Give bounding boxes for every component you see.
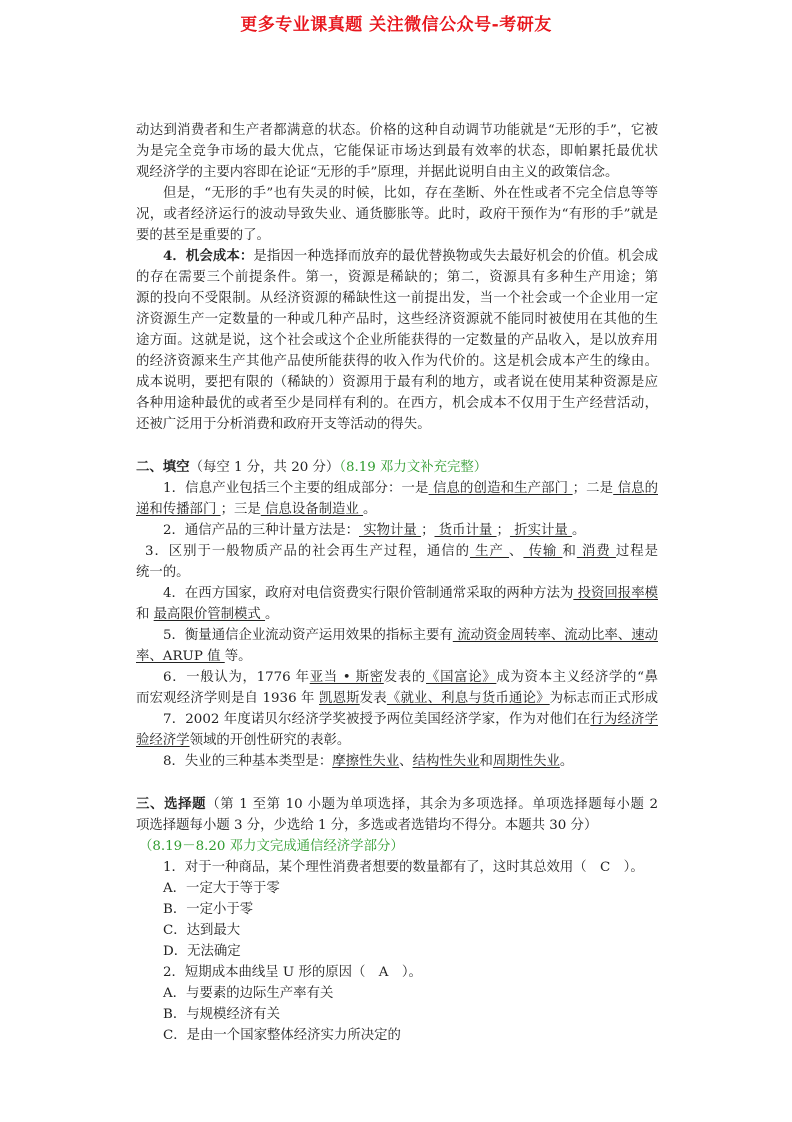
filled-answer: 递和传播部门 [136, 502, 221, 517]
editor-note: （8.19－8.20 邓力文完成通信经济学部分） [139, 839, 404, 854]
text-segment: 7．2002 年度诺贝尔经济学奖被授予两位美国经济学家，作为对他们在 [163, 712, 591, 727]
text-segment: 和 [136, 607, 154, 622]
filled-answer: 验经济学 [136, 733, 190, 748]
text-line [136, 372, 658, 393]
text-segment: 的存在需要三个前提条件。第一，资源是稀缺的；第二，资源具有多种生产用途；第 [136, 270, 658, 285]
filled-answer: 《就业、利息与货币通论》 [386, 691, 550, 706]
filled-answer: 传输 [523, 544, 563, 559]
text-segment: 2．通信产品的三种计量方法是： [163, 523, 359, 538]
filled-answer: 凯恩斯 [319, 691, 360, 706]
text-line [136, 625, 658, 646]
filled-answer: 率、ARUP 值 [136, 649, 225, 664]
bold-heading: 三、选择题 [136, 796, 207, 812]
text-segment: 、 [399, 754, 413, 769]
text-segment: 济资源生产一定数量的一种或几种产品时，这些经济资源就不能同时被使用在其他的生 [136, 312, 658, 327]
text-segment: 项选择题每小题 3 分，少选给 1 分，多选或者选错均不得分。本题共 30 分） [136, 818, 598, 833]
text-segment: B．一定小于零 [163, 902, 254, 917]
text-segment: 而宏观经济学则是自 1936 年 [136, 691, 320, 706]
text-segment: 统一的。 [136, 565, 190, 580]
text-line [136, 688, 658, 709]
filled-answer: 信息的 [617, 481, 658, 496]
text-segment: 动达到消费者和生产者都满意的状态。价格的这种自动调节功能就是“无形的手”，它被 [136, 123, 658, 138]
text-line [136, 330, 658, 351]
text-segment: ； [421, 523, 435, 538]
document-body [136, 120, 658, 1068]
text-segment: 和 [479, 754, 493, 769]
text-line [136, 920, 658, 941]
text-line [136, 246, 658, 267]
filled-answer: 生产 [469, 544, 510, 559]
text-segment: 成为资本主义经济学的“鼻 [496, 670, 658, 685]
text-segment: ；二是 [572, 481, 614, 496]
text-segment: 况，或者经济运行的波动导致失业、通货膨胀等。此时，政府干预作为“有形的手”就是 [136, 207, 658, 222]
filled-answer: 折实计量 [509, 523, 573, 538]
filled-answer: 行为经济学 [590, 712, 658, 727]
text-segment: 要的甚至是重要的了。 [136, 228, 270, 243]
multiple-choice-section [136, 794, 658, 1046]
text-line [136, 541, 658, 562]
text-line [136, 267, 658, 288]
text-line [136, 183, 658, 204]
text-segment: 。 [265, 607, 279, 622]
filled-answer: 最高限价管制模式 [153, 607, 266, 622]
text-segment: 为标志而正式形成 [549, 691, 658, 706]
filled-answer: 信息设备制造业 [260, 502, 364, 517]
text-line [136, 857, 658, 878]
text-segment: C．是由一个国家整体经济实力所决定的 [163, 1028, 401, 1043]
editor-note: （8.19 邓力文补充完整） [339, 460, 488, 475]
text-segment: 3．区别于一般物质产品的社会再生产过程，通信的 [145, 544, 470, 559]
filled-answer: 《国富论》 [426, 670, 497, 685]
text-line [136, 751, 658, 772]
text-line [136, 1025, 658, 1046]
filled-answer: 周期性失业 [492, 754, 560, 769]
text-segment: A．与要素的边际生产率有关 [163, 986, 334, 1001]
text-segment: 发表 [359, 691, 387, 706]
text-line [136, 604, 658, 625]
text-segment: 还被广泛用于分析消费和政府开支等活动的得失。 [136, 417, 431, 432]
text-segment: A．一定大于等于零 [163, 881, 280, 896]
text-segment: 。 [363, 502, 377, 517]
text-line [136, 709, 658, 730]
text-line [136, 878, 658, 899]
text-line [136, 520, 658, 541]
text-segment: 6．一般认为，1776 年 [163, 670, 310, 685]
text-line [136, 478, 658, 499]
text-line [136, 414, 658, 435]
filled-answer: 亚当 • 斯密 [309, 670, 384, 685]
text-segment: 1．信息产业包括三个主要的组成部分：一是 [163, 481, 429, 496]
text-line [136, 204, 658, 225]
filled-answer: 结构性失业 [412, 754, 480, 769]
text-segment: 过程是 [615, 544, 658, 559]
text-segment: 8．失业的三种基本类型是： [163, 754, 333, 769]
filled-answer: 信息的创造和生产部门 [428, 481, 573, 496]
bold-heading: 二、填空 [136, 459, 190, 475]
text-segment: 成本说明，要把有限的（稀缺的）资源用于最有利的地方，或者说在使用某种资源是应 [136, 375, 658, 390]
text-line [136, 646, 658, 667]
filled-answer: 货币计量 [434, 523, 497, 538]
text-segment: 5．衡量通信企业流动资产运用效果的指标主要有 [163, 628, 453, 643]
text-segment: 领域的开创性研究的表彰。 [189, 733, 351, 748]
text-segment: 观经济学的主要内容即在论证“无形的手”原理，并据此说明自由主义的政策信念。 [136, 165, 619, 180]
text-segment: 1．对于一种商品，某个理性消费者想要的数量都有了，这时其总效用（ C ）。 [163, 860, 644, 875]
text-line [136, 983, 658, 1004]
text-segment: B．与规模经济有关 [163, 1007, 280, 1022]
text-line [136, 836, 658, 857]
answer-continuation [136, 120, 658, 435]
text-segment: D．无法确定 [163, 944, 241, 959]
text-segment: 、 [509, 544, 524, 559]
text-segment: 和 [562, 544, 577, 559]
bold-heading: 4．机会成本： [163, 248, 254, 264]
text-line [136, 962, 658, 983]
text-line [136, 1004, 658, 1025]
filled-answer: 流动资金周转率、流动比率、速动 [457, 628, 658, 643]
text-segment: C．达到最大 [163, 923, 241, 938]
text-segment: （第 1 至第 10 小题为单项选择，其余为多项选择。单项选择题每小题 2 [206, 797, 658, 812]
text-line [136, 941, 658, 962]
text-segment: 但是，“无形的手”也有失灵的时候，比如，存在垄断、外在性或者不完全信息等等 [163, 186, 658, 201]
text-segment: 各种用途种最优的或者至少是同样有利的。在西方，机会成本不仅用于生产经营活动， [136, 396, 658, 411]
text-segment: 2．短期成本曲线呈 U 形的原因（ A ）。 [163, 965, 422, 980]
text-segment: ； [496, 523, 510, 538]
text-segment: 的经济资源来生产其他产品使所能获得的收入作为代价的。这是机会成本产生的缘由。 [136, 354, 658, 369]
text-line [136, 899, 658, 920]
text-line [136, 351, 658, 372]
text-line [136, 288, 658, 309]
text-line [136, 141, 658, 162]
filled-answer: 投资回报率模 [577, 586, 658, 601]
text-line [136, 120, 658, 141]
text-line [136, 499, 658, 520]
text-line [136, 583, 658, 604]
text-segment: （每空 1 分，共 20 分） [189, 460, 340, 475]
text-line [136, 457, 658, 478]
text-segment: 是指因一种选择而放弃的最优替换物或失去最好机会的价值。机会成 [253, 249, 658, 264]
text-line [136, 667, 658, 688]
text-segment: 为是完全竞争市场的最大优点，它能保证市场达到最有效率的状态，即帕累托最优状 [136, 144, 658, 159]
text-segment: 等。 [224, 649, 252, 664]
text-line [136, 562, 658, 583]
filled-answer: 消费 [576, 544, 616, 559]
text-line [136, 815, 658, 836]
text-line [136, 309, 658, 330]
text-line [136, 393, 658, 414]
filled-answer: 摩擦性失业 [332, 754, 400, 769]
text-segment: 途方面。这就是说，这个社会或这个企业所能获得的一定数量的产品收入，是以放弃用 [136, 333, 658, 348]
text-segment: 源的投向不受限制。从经济资源的稀缺性这一前提出发，当一个社会或一个企业用一定 [136, 291, 658, 306]
text-line [136, 794, 658, 815]
text-segment: 。 [572, 523, 586, 538]
text-segment: 发表的 [383, 670, 426, 685]
text-segment: 。 [559, 754, 574, 769]
filled-answer: 实物计量 [359, 523, 422, 538]
text-segment: ；三是 [220, 502, 261, 517]
text-line [136, 162, 658, 183]
text-line [136, 225, 658, 246]
promo-banner: 更多专业课真题 关注微信公众号-考研友 [240, 15, 552, 35]
text-line [136, 730, 658, 751]
text-segment: 4．在西方国家，政府对电信资费实行限价管制通常采取的两种方法为 [163, 586, 574, 601]
fill-in-blank-section [136, 457, 658, 772]
